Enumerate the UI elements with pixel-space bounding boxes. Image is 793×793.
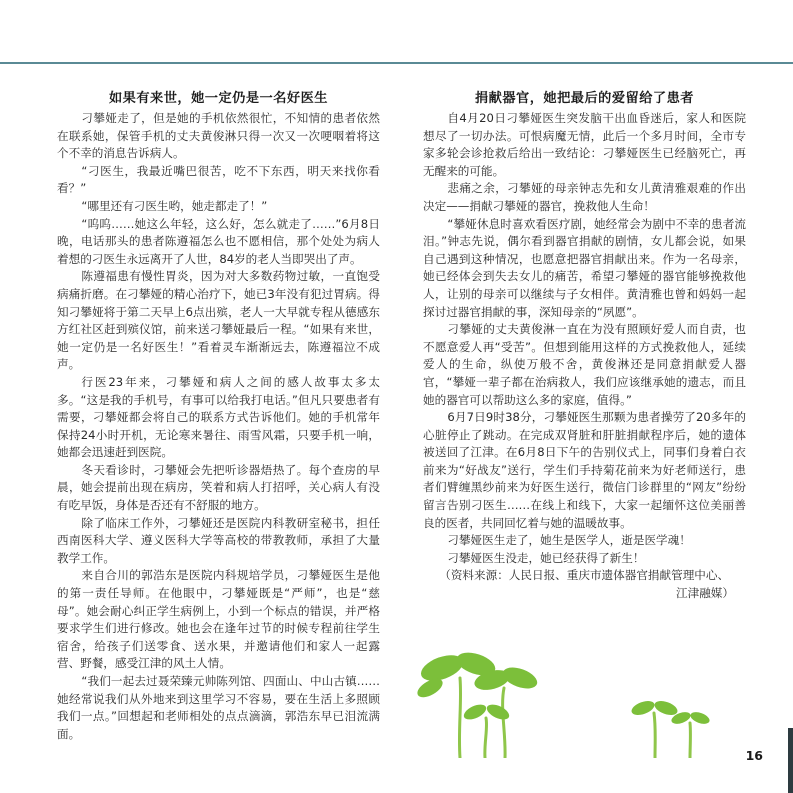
paragraph: 冬天看诊时，刁攀娅会先把听诊器焐热了。每个查房的早晨，她会提前出现在病房，笑着和病人打招呼，关心病人有没有吃早饭，身体是否还有不舒服的地方。 [57,462,380,513]
page-edge-bar [788,728,793,793]
paragraph: “哪里还有刁医生哟，她走都走了！” [81,198,268,213]
paragraph: 悲痛之余，刁攀娅的母亲钟志先和女儿黄清雅艰难的作出决定——捐献刁攀娅的器官，挽救他人生命！ [423,181,746,213]
paragraph: “刁医生，我最近嘴巴很苦，吃不下东西，明天来找你看看？” [57,163,380,196]
left-article-title: 如果有来世，她一定仍是一名好医生 [109,91,328,106]
paragraph: 刁攀娅医生走了，她生是医学人，逝是医学魂！ [447,533,691,548]
source-note: （资料来源：人民日报、重庆市遗体器官捐献管理中心、 [439,568,730,583]
paragraph: “攀娅休息时喜欢看医疗剧，她经常会为剧中不幸的患者流泪。”钟志先说，偶尔看到器官捐献的剧情，女儿都会说，如果自己遇到这种情况，也愿意把器官捐献出来。作为一名母亲，她已经体会到失去女儿的痛苦，希望刁攀娅的器官能够挽救他人，让别的母亲可以继续与子女相伴。黄清雅也曾和妈妈一起探讨过器官捐献的事，深知母亲的“夙愿”。 [423,216,746,319]
right-article-title: 捐献器官，她把最后的爱留给了患者 [475,91,694,106]
left-column [57,90,380,743]
paragraph: “呜呜……她这么年轻，这么好，怎么就走了……”6月8日晚，电话那头的患者陈遵福怎么也不愿相信，那个处处为病人着想的刁医生永远离开了人世，84岁的老人当即哭出了声。 [57,216,380,266]
paragraph: 6月7日9时38分，刁攀娅医生那颗为患者操劳了20多年的心脏停止了跳动。在完成双肾脏和肝脏捐献程序后，她的遗体被送回了江津。在6月8日下午的告别仪式上，同事们身着白衣前来为“好战友”送行，学生们手持菊花前来为好老师送行，患者们臂缠黑纱前来为好医生送行，微信门诊群里的“网友”纷纷留言告别刁医生……在线上和线下，大家一起缅怀这位美丽善良的医者，共同回忆着与她的温暖故事。 [423,410,746,530]
paragraph: 自4月20日刁攀娅医生突发脑干出血昏迷后，家人和医院想尽了一切办法。可恨病魔无情，此后一个多月时间，全市专家多轮会诊抢救后给出一致结论：刁攀娅医生已经脑死亡，再无醒来的可能。 [423,111,746,178]
page-number: 16 [745,748,763,763]
paragraph: 行医23年来，刁攀娅和病人之间的感人故事太多太多。“这是我的手机号，有事可以给我打电话。”但凡只要患者有需要，刁攀娅都会将自己的联系方式告诉他们。她的手机常年保持24小时开机，无论寒来暑往、雨雪风霜，只要手机一响，她都会迅速赶到医院。 [57,374,380,460]
source-note-end: 江津融媒） [676,586,734,601]
sprout-plants-icon [400,608,730,758]
header-rule [0,62,793,64]
paragraph: 刁攀娅走了，但是她的手机依然很忙，不知情的患者依然在联系她，保管手机的丈夫黄俊淋只得一次又一次哽咽着将这个不幸的消息告诉病人。 [57,111,380,161]
paragraph: 陈遵福患有慢性胃炎，因为对大多数药物过敏，一直饱受病痛折磨。在刁攀娅的精心治疗下，她已3年没有犯过胃病。得知刁攀娅将于第二天早上6点出殡，老人一大早就专程从德感东方红社区赶到殡仪馆，前来送刁攀娅最后一程。“如果有来世，她一定仍是一名好医生！”看着灵车渐渐远去，陈遵福泣不成声。 [57,269,380,372]
right-column [423,90,746,603]
paragraph: 刁攀娅医生没走，她已经获得了新生！ [447,550,645,565]
paragraph: 刁攀娅的丈夫黄俊淋一直在为没有照顾好爱人而自责，也不愿意爱人再“受苦”。但想到能用这样的方式挽救他人，延续爱人的生命，纵使万般不舍，黄俊淋还是同意捐献爱人器官，“攀娅一辈子都在治病救人，我们应该继承她的遗志，而且她的器官可以帮助这么多的家庭，值得。” [423,322,746,407]
paragraph: 除了临床工作外，刁攀娅还是医院内科教研室秘书，担任西南医科大学、遵义医科大学等高校的带教教师，承担了大量教学工作。 [57,515,380,565]
paragraph: “我们一起去过聂荣臻元帅陈列馆、四面山、中山古镇……她经常说我们从外地来到这里学习不容易，要在生活上多照顾我们一点。”回想起和老师相处的点点滴滴，郭浩东早已泪流满面。 [57,674,380,741]
paragraph: 来自合川的郭浩东是医院内科规培学员，刁攀娅医生是他的第一责任导师。在他眼中，刁攀娅既是“严师”，也是“慈母”。她会耐心纠正学生病例上，小到一个标点的错误，并严格要求学生们进行修改。她也会在逢年过节的时候专程前往学生宿舍，给孩子们送零食、送水果，并邀请他们和家人一起露营、野餐，感受江津的风土人情。 [57,568,380,671]
